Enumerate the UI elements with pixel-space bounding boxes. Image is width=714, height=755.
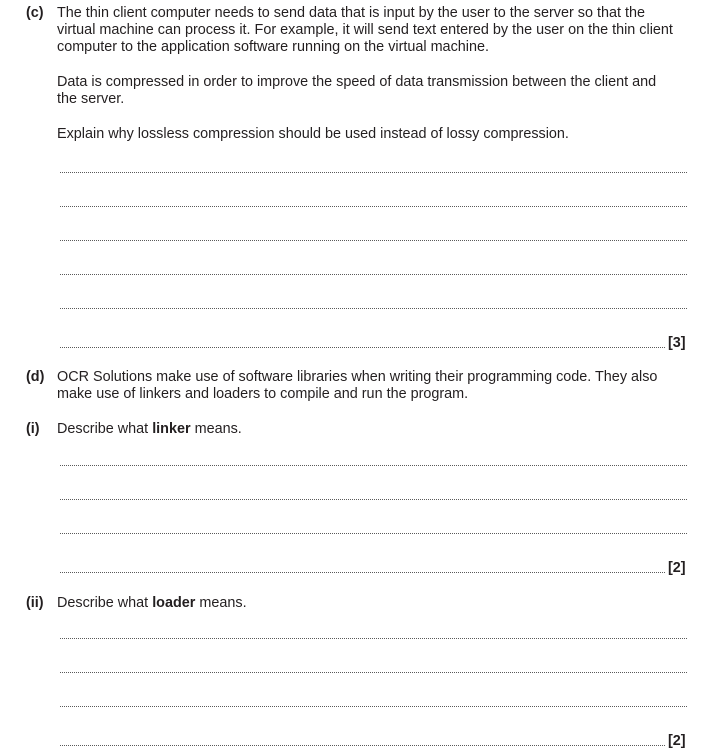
question-c-context — [57, 5, 697, 56]
question-label-d: (d) — [26, 369, 45, 385]
prompt-prefix: Describe what — [57, 421, 153, 437]
answer-line[interactable] — [60, 308, 687, 309]
context-line: computer to the application software running on the virtual machine. — [57, 39, 489, 55]
prompt-suffix: means. — [190, 421, 242, 437]
answer-line[interactable] — [60, 240, 687, 241]
context-line: OCR Solutions make use of software libraries when writing their programming code. They also — [57, 369, 658, 385]
prompt-prefix: Describe what — [57, 595, 153, 611]
answer-line[interactable] — [60, 706, 687, 707]
context-line: virtual machine can process it. For example, it will send text entered by the user on the thin client — [57, 22, 673, 38]
answer-line[interactable] — [60, 572, 665, 573]
answer-line[interactable] — [60, 638, 687, 639]
answer-line[interactable] — [60, 499, 687, 500]
question-label-d-i: (i) — [26, 421, 40, 437]
question-d-ii-prompt — [57, 595, 697, 612]
answer-line[interactable] — [60, 274, 687, 275]
context-line: the server. — [57, 91, 125, 107]
key-term-loader: loader — [152, 595, 196, 611]
context-line: The thin client computer needs to send data that is input by the user to the server so that the — [57, 5, 645, 21]
question-d-intro — [57, 369, 697, 403]
answer-line[interactable] — [60, 465, 687, 466]
key-term-linker: linker — [152, 421, 191, 437]
answer-line[interactable] — [60, 172, 687, 173]
marks-c: [3] — [668, 335, 686, 351]
question-c-compression-context — [57, 74, 697, 108]
question-label-c: (c) — [26, 5, 44, 21]
answer-line[interactable] — [60, 745, 665, 746]
question-c-prompt: Explain why lossless compression should be used instead of lossy compression. — [57, 126, 569, 142]
question-d-i-prompt — [57, 421, 697, 438]
answer-line[interactable] — [60, 206, 687, 207]
prompt-suffix: means. — [195, 595, 247, 611]
context-line: Data is compressed in order to improve the speed of data transmission between the client and — [57, 74, 657, 90]
marks-d-ii: [2] — [668, 733, 686, 749]
answer-line[interactable] — [60, 533, 687, 534]
answer-line[interactable] — [60, 347, 665, 348]
marks-d-i: [2] — [668, 560, 686, 576]
question-label-d-ii: (ii) — [26, 595, 44, 611]
context-line: make use of linkers and loaders to compile and run the program. — [57, 386, 469, 402]
answer-line[interactable] — [60, 672, 687, 673]
